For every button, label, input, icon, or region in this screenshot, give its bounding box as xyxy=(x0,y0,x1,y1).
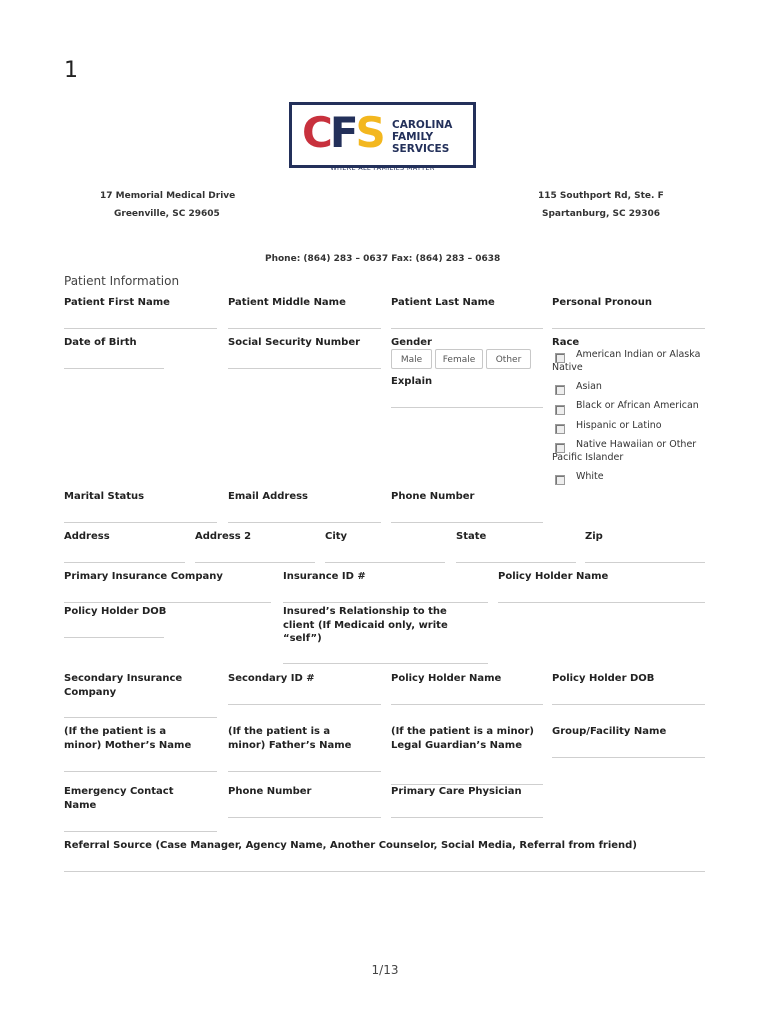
phone-field[interactable] xyxy=(391,522,543,523)
label-pcp: Primary Care Physician xyxy=(391,786,522,797)
label-email: Email Address xyxy=(228,491,309,502)
gender-other-button[interactable]: Other xyxy=(486,349,531,369)
label-zip: Zip xyxy=(585,531,603,542)
ssn-field[interactable] xyxy=(228,368,381,369)
first-name-field[interactable] xyxy=(64,328,217,329)
logo-monogram: CFS xyxy=(302,108,383,157)
middle-name-field[interactable] xyxy=(228,328,381,329)
policy-holder-2-field[interactable] xyxy=(391,704,543,705)
company-logo xyxy=(289,102,476,168)
label-group: Group/Facility Name xyxy=(552,726,667,737)
phone-2-field[interactable] xyxy=(228,817,381,818)
label-pronoun: Personal Pronoun xyxy=(552,297,652,308)
gender-female-button[interactable]: Female xyxy=(435,349,483,369)
primary-insurance-field[interactable] xyxy=(64,602,271,603)
father-field[interactable] xyxy=(228,771,381,772)
race-checkbox-asian[interactable] xyxy=(555,385,565,395)
zip-field[interactable] xyxy=(585,562,705,563)
race-option-asian: Asian xyxy=(576,381,602,392)
address-field[interactable] xyxy=(64,562,185,563)
state-field[interactable] xyxy=(456,562,576,563)
label-marital: Marital Status xyxy=(64,491,145,502)
label-middle-name: Patient Middle Name xyxy=(228,297,346,308)
label-insurance-id: Insurance ID # xyxy=(283,571,366,582)
label-last-name: Patient Last Name xyxy=(391,297,495,308)
race-checkbox-hispanic[interactable] xyxy=(555,424,565,434)
secondary-id-field[interactable] xyxy=(228,704,381,705)
label-phone: Phone Number xyxy=(391,491,475,502)
label-father: (If the patient is a minor) Father’s Name xyxy=(228,726,352,751)
policy-holder-dob-2-field[interactable] xyxy=(552,704,705,705)
label-policy-holder-dob-2: Policy Holder DOB xyxy=(552,673,655,684)
race-checkbox-black[interactable] xyxy=(555,405,565,415)
logo-tagline: WHERE ALL FAMILIES MATTER xyxy=(330,164,435,172)
dob-field[interactable] xyxy=(64,368,164,369)
office-left-street: 17 Memorial Medical Drive xyxy=(100,191,236,201)
label-secondary-insurance: Secondary Insurance Company xyxy=(64,673,183,698)
secondary-insurance-field[interactable] xyxy=(64,717,217,718)
race-option-american-indian: American Indian or Alaska Native xyxy=(552,349,701,373)
label-address: Address xyxy=(64,531,110,542)
label-explain: Explain xyxy=(391,376,433,387)
label-phone-2: Phone Number xyxy=(228,786,312,797)
label-city: City xyxy=(325,531,348,542)
marital-field[interactable] xyxy=(64,522,217,523)
address2-field[interactable] xyxy=(195,562,315,563)
label-policy-holder: Policy Holder Name xyxy=(498,571,609,582)
label-guardian: (If the patient is a minor) Legal Guardian’s Name xyxy=(391,726,534,751)
pcp-field[interactable] xyxy=(391,817,543,818)
mother-field[interactable] xyxy=(64,771,217,772)
race-checkbox-white[interactable] xyxy=(555,475,565,485)
office-right-street: 115 Southport Rd, Ste. F xyxy=(538,191,664,201)
label-mother: (If the patient is a minor) Mother’s Name xyxy=(64,726,192,751)
label-state: State xyxy=(456,531,487,542)
label-race: Race xyxy=(552,337,580,348)
label-policy-holder-2: Policy Holder Name xyxy=(391,673,502,684)
label-primary-insurance: Primary Insurance Company xyxy=(64,571,223,582)
pronoun-field[interactable] xyxy=(552,328,705,329)
label-referral: Referral Source (Case Manager, Agency Name, Another Counselor, Social Media, Referral from friend) xyxy=(64,840,637,851)
label-first-name: Patient First Name xyxy=(64,297,170,308)
label-address2: Address 2 xyxy=(195,531,252,542)
office-left-city: Greenville, SC 29605 xyxy=(114,209,220,219)
email-field[interactable] xyxy=(228,522,381,523)
city-field[interactable] xyxy=(325,562,445,563)
policy-holder-dob-field[interactable] xyxy=(64,637,164,638)
referral-field[interactable] xyxy=(64,871,705,872)
contact-phone-fax: Phone: (864) 283 – 0637 Fax: (864) 283 – 0638 xyxy=(265,254,501,264)
race-option-hawaiian: Native Hawaiian or Other Pacific Islander xyxy=(552,439,697,463)
page-number: 1 xyxy=(64,58,78,83)
policy-holder-field[interactable] xyxy=(498,602,705,603)
label-emergency-contact: Emergency Contact Name xyxy=(64,786,174,811)
last-name-field[interactable] xyxy=(391,328,543,329)
logo-company-name: CAROLINA FAMILY SERVICES xyxy=(392,119,453,155)
label-secondary-id: Secondary ID # xyxy=(228,673,315,684)
label-insured-relationship: Insured’s Relationship to the client (If Medicaid only, write “self”) xyxy=(283,606,448,644)
race-option-white: White xyxy=(576,471,604,482)
label-policy-holder-dob: Policy Holder DOB xyxy=(64,606,167,617)
race-option-black: Black or African American xyxy=(576,400,699,411)
gender-male-button[interactable]: Male xyxy=(391,349,432,369)
explain-field[interactable] xyxy=(391,407,543,408)
race-option-hispanic: Hispanic or Latino xyxy=(576,420,662,431)
label-gender: Gender xyxy=(391,337,432,348)
insured-relationship-field[interactable] xyxy=(283,663,488,664)
office-right-city: Spartanburg, SC 29306 xyxy=(542,209,661,219)
group-field[interactable] xyxy=(552,757,705,758)
label-ssn: Social Security Number xyxy=(228,337,361,348)
page-footer: 1/13 xyxy=(371,963,399,977)
emergency-contact-field[interactable] xyxy=(64,831,217,832)
insurance-id-field[interactable] xyxy=(283,602,488,603)
label-dob: Date of Birth xyxy=(64,337,137,348)
section-title: Patient Information xyxy=(64,274,180,288)
